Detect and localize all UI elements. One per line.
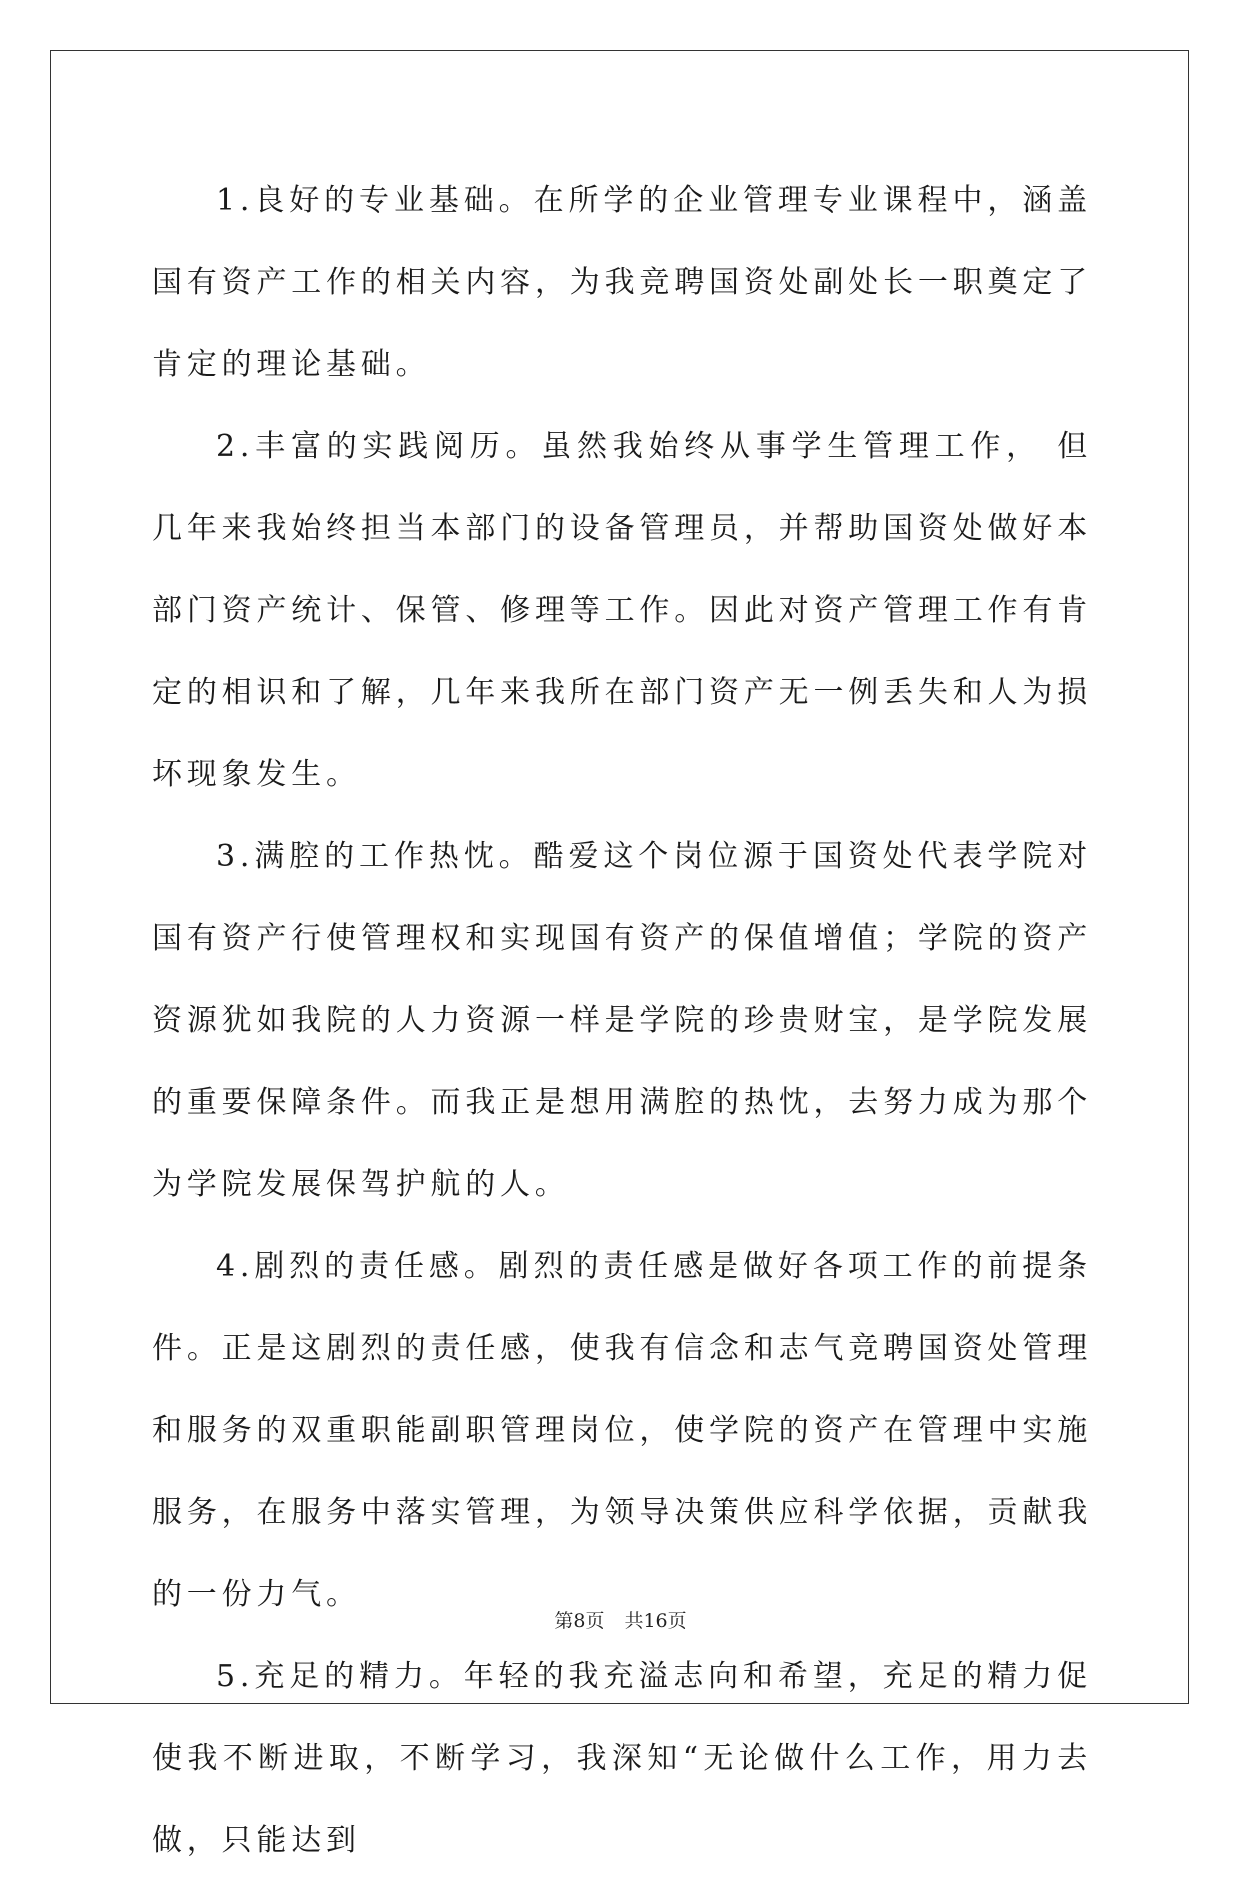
paragraph-4: 4.剧烈的责任感。剧烈的责任感是做好各项工作的前提条件。正是这剧烈的责任感，使我有信念和志气竞聘国资处管理和服务的双重职能副职管理岗位，使学院的资产在管理中实施服务，在服务中落实管理，为领导决策供应科学依据，贡献我的一份力气。: [152, 1249, 1092, 1612]
current-page-number: 第8页: [554, 1610, 605, 1632]
paragraph-2: 2.丰富的实践阅历。虽然我始终从事学生管理工作， 但几年来我始终担当本部门的设备管理员，并帮助国资处做好本部门资产统计、保管、修理等工作。因此对资产管理工作有肯定的相识和了解，几年来我所在部门资产无一例丢失和人为损坏现象发生。: [152, 429, 1092, 792]
total-page-count: 共16页: [624, 1610, 687, 1632]
paragraph-1: 1.良好的专业基础。在所学的企业管理专业课程中，涵盖国有资产工作的相关内容，为我竞聘国资处副处长一职奠定了肯定的理论基础。: [152, 183, 1092, 382]
page-footer: [0, 1609, 1241, 1633]
paragraph-5: 5.充足的精力。年轻的我充溢志向和希望，充足的精力促使我不断进取，不断学习，我深知“无论做什么工作，用力去做，只能达到: [152, 1659, 1092, 1858]
paragraph-3: 3.满腔的工作热忱。酷爱这个岗位源于国资处代表学院对国有资产行使管理权和实现国有资产的保值增值；学院的资产资源犹如我院的人力资源一样是学院的珍贵财宝，是学院发展的重要保障条件。而我正是想用满腔的热忱，去努力成为那个为学院发展保驾护航的人。: [152, 839, 1092, 1202]
